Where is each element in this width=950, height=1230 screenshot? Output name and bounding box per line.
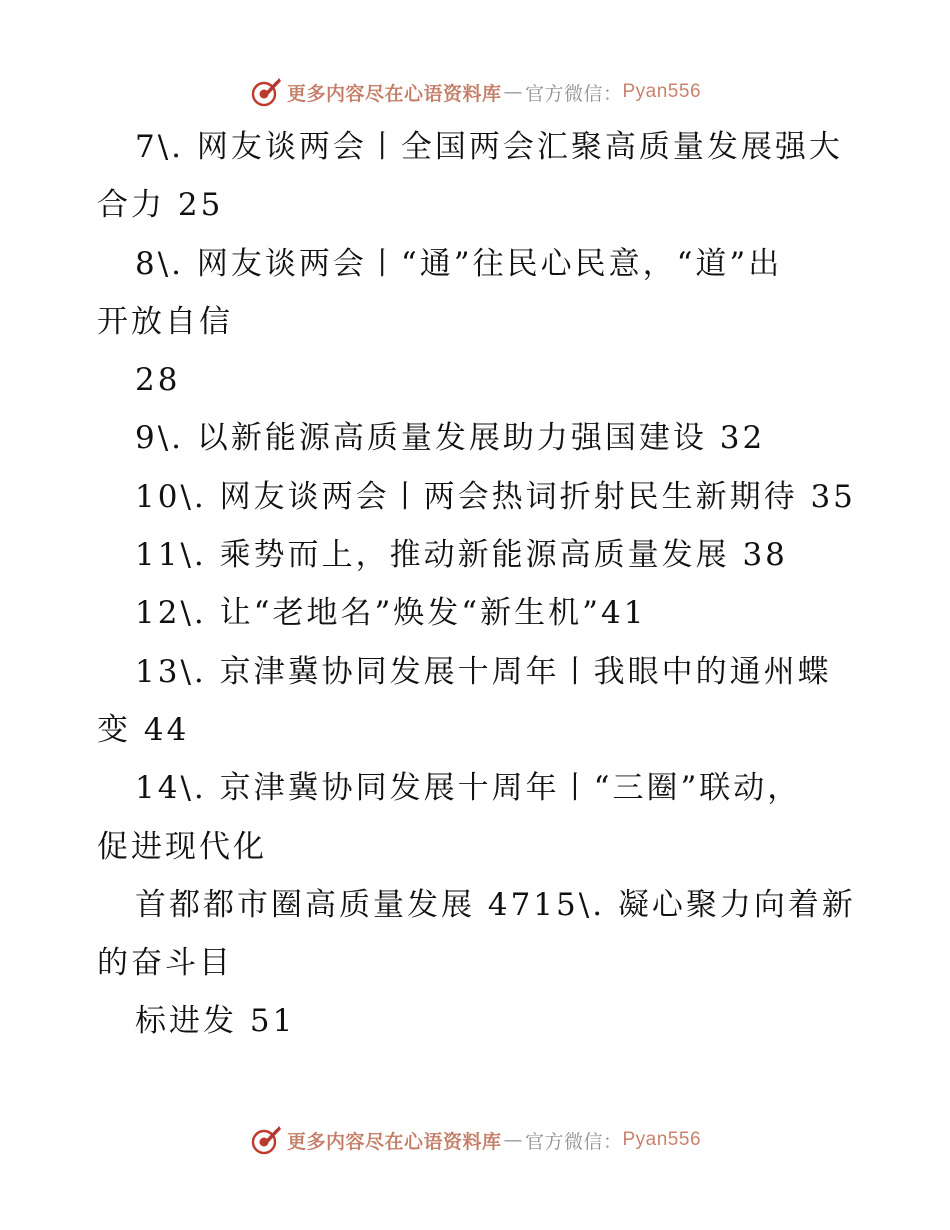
toc-line: 12\. 让“老地名”焕发“新生机”41 xyxy=(135,595,647,632)
banner-wechat-handle: Pyan556 xyxy=(622,81,702,102)
toc-line: 标进发 51 xyxy=(135,1003,296,1040)
banner-separator: — xyxy=(503,1129,523,1151)
toc-line: 的奋斗目 xyxy=(97,945,233,982)
footer-banner xyxy=(0,1120,950,1160)
toc-line: 7\. 网友谈两会丨全国两会汇聚高质量发展强大 xyxy=(135,129,843,165)
toc-line: 变 44 xyxy=(97,711,190,748)
banner-wechat-label: 官方微信： xyxy=(524,82,623,105)
banner-wechat-label: 官方微信： xyxy=(524,1130,623,1153)
banner-brand-text: 更多内容尽在心语资料库 xyxy=(286,1130,502,1153)
banner-separator: — xyxy=(503,81,523,103)
toc-line: 9\. 以新能源高质量发展助力强国建设 32 xyxy=(135,420,766,457)
toc-line: 8\. 网友谈两会丨“通”往民心民意，“道”出 xyxy=(135,245,783,282)
banner-wechat-handle: Pyan556 xyxy=(622,1129,702,1150)
toc-line: 28 xyxy=(135,362,181,399)
toc-line: 促进现代化 xyxy=(97,828,267,865)
toc-line: 开放自信 xyxy=(97,303,233,340)
toc-line: 首都都市圈高质量发展 4715\. 凝心聚力向着新 xyxy=(135,886,856,923)
quill-logo-icon xyxy=(249,1123,283,1157)
toc-line: 10\. 网友谈两会丨两会热词折射民生新期待 35 xyxy=(135,478,856,515)
toc-line: 14\. 京津冀协同发展十周年丨“三圈”联动， xyxy=(135,770,802,807)
toc-line: 合力 25 xyxy=(97,187,224,224)
table-of-contents xyxy=(97,118,857,1051)
header-banner xyxy=(0,72,950,112)
quill-logo-icon xyxy=(249,75,283,109)
banner-brand-text: 更多内容尽在心语资料库 xyxy=(286,82,502,105)
toc-line: 11\. 乘势而上，推动新能源高质量发展 38 xyxy=(135,537,788,574)
toc-line: 13\. 京津冀协同发展十周年丨我眼中的通州蝶 xyxy=(135,653,832,690)
